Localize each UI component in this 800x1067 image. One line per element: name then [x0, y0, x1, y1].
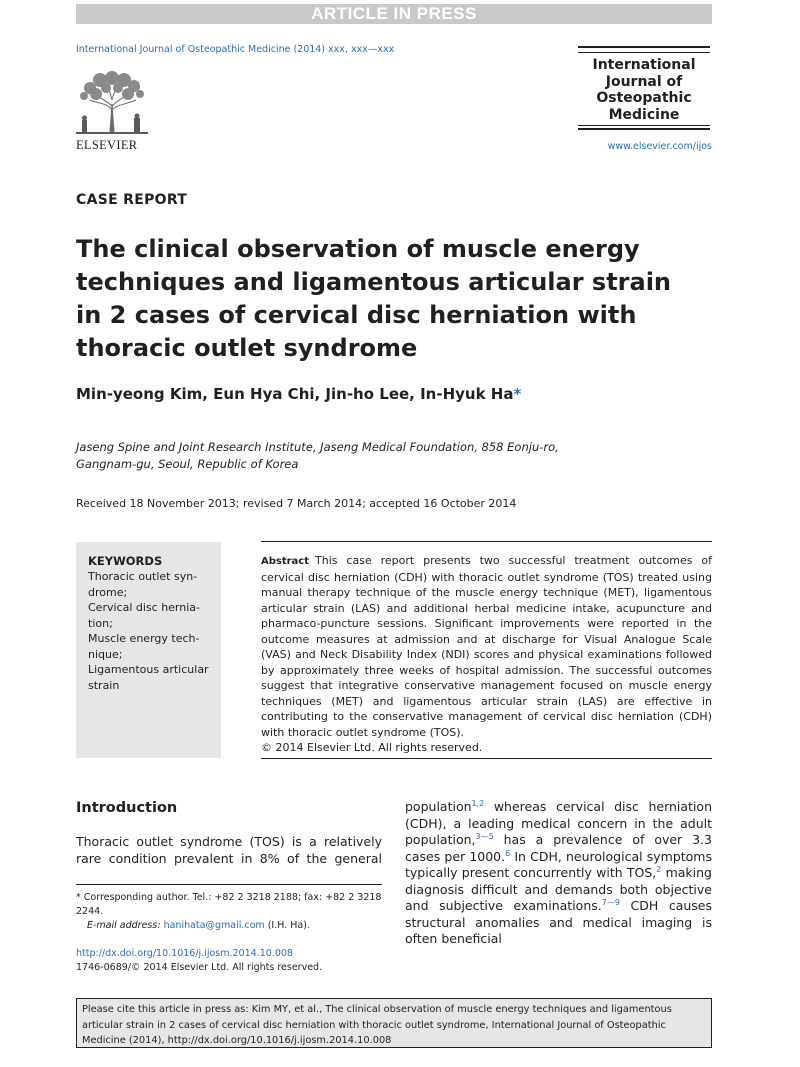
affiliation-line: Gangnam-gu, Seoul, Republic of Korea	[76, 457, 299, 471]
cite-this-article-box	[76, 998, 712, 1048]
article-in-press-banner: ARTICLE IN PRESS	[76, 4, 712, 24]
doi-link[interactable]: http://dx.doi.org/10.1016/j.ijosm.2014.10.008	[76, 948, 293, 959]
journal-masthead	[578, 46, 710, 130]
keyword-line: Cervical disc hernia-	[88, 601, 200, 614]
introduction-column-2	[405, 799, 712, 948]
reference-link[interactable]: 1,2	[471, 799, 485, 808]
email-link[interactable]: hanihata@gmail.com	[163, 920, 265, 931]
article-dates: Received 18 November 2013; revised 7 March 2014; accepted 16 October 2014	[76, 497, 517, 510]
abstract-copyright: © 2014 Elsevier Ltd. All rights reserved.	[261, 741, 483, 754]
journal-url-link[interactable]: www.elsevier.com/ijos	[607, 141, 712, 152]
cite-text: Please cite this article in press as: Kim MY, et al., The clinical observation of muscle energy techniques and ligamentous articular strain in 2 cases of cervical disc herniation with thoracic outlet syndrome, International Journal of Osteopathic Medicine (2014), http://dx.doi.org/10.1016/j.ijosm.2014.10.008	[82, 1004, 672, 1046]
keyword-line: tion;	[88, 616, 113, 630]
abstract-bottom-rule	[261, 758, 712, 759]
intro-text: whereas cervical disc herniation (CDH), a leading medical concern in the adult population,	[405, 799, 712, 847]
keyword-line: nique;	[88, 647, 123, 661]
keywords-box	[76, 542, 221, 758]
intro-text: In CDH, neurological symptoms typically present concurrently with TOS,	[405, 848, 712, 880]
journal-name: International Journal of Osteopathic Medicine	[592, 57, 696, 123]
affiliation	[76, 439, 636, 473]
keywords-heading: KEYWORDS	[88, 554, 163, 568]
footnote	[76, 891, 382, 933]
reference-link[interactable]: 6	[505, 848, 511, 858]
footnote-rule	[76, 884, 382, 885]
doi-block	[76, 947, 322, 975]
keyword-line: Thoracic outlet syn-	[88, 570, 198, 583]
author-list	[76, 385, 521, 403]
reference-link[interactable]: 2	[656, 865, 662, 874]
journal-citation-link[interactable]: International Journal of Osteopathic Medicine (2014) xxx, xxx—xxx	[76, 44, 395, 55]
publisher-name: ELSEVIER	[76, 138, 138, 152]
elsevier-logo	[76, 70, 152, 150]
article-title: The clinical observation of muscle energy techniques and ligamentous articular strain in 2 cases of cervical disc herniation with thoracic outlet syndrome	[76, 235, 672, 362]
email-note	[76, 919, 382, 933]
abstract	[261, 553, 712, 756]
introduction-heading: Introduction	[76, 800, 178, 816]
authors-text: Min-yeong Kim, Eun Hya Chi, Jin-ho Lee, In-Hyuk Ha	[76, 385, 514, 403]
keyword-line: Muscle energy tech-	[88, 632, 200, 645]
reference-link[interactable]: 7—9	[601, 898, 620, 907]
abstract-text: This case report presents two successful treatment outcomes of cervical disc herniation (CDH) with thoracic outlet syndrome (TOS) treated using manual therapy technique of the muscle energy technique (MET), ligamentous articular strain (LAS) and additional herbal medicine intake, acupuncture and pharmaco-puncture sessions. Significant improvements were reported in the outcome measures at admission and at discharge for Visual Analogue Scale (VAS) and Neck Disability Index (NDI) scores and physical examinations followed by approximately three weeks of hospital admission. The successful outcomes suggest that integrative conservative management focused on muscle energy techniques (MET) and ligamentous articular strain (LAS) are effective in contributing to the conservative management of cervical disc herniation (CDH) with thoracic outlet syndrome (TOS).	[261, 554, 712, 739]
keyword-line: strain	[88, 678, 120, 692]
abstract-top-rule	[261, 541, 712, 542]
intro-text: making diagnosis difficult and demands both objective and subjective examinations.	[405, 865, 712, 913]
reference-link[interactable]: 3—5	[475, 832, 494, 841]
keyword-line: Ligamentous articular	[88, 663, 209, 676]
intro-text: population	[405, 799, 472, 814]
corresponding-author-note: * Corresponding author. Tel.: +82 2 3218 2188; fax: +82 2 3218 2244.	[76, 892, 382, 917]
corresponding-author-link[interactable]: *	[513, 385, 522, 403]
elsevier-tree-icon	[76, 70, 148, 134]
affiliation-line: Jaseng Spine and Joint Research Institute, Jaseng Medical Foundation, 858 Eonju-ro,	[76, 440, 559, 454]
section-label: CASE REPORT	[76, 192, 188, 208]
abstract-label: Abstract	[261, 556, 310, 567]
issn-copyright: 1746-0689/© 2014 Elsevier Ltd. All rights reserved.	[76, 962, 323, 973]
email-suffix: (I.H. Ha).	[267, 920, 310, 931]
email-label: E-mail address:	[87, 920, 161, 931]
introduction-column-1: Thoracic outlet syndrome (TOS) is a relatively rare condition prevalent in 8% of the general	[76, 834, 382, 866]
intro-text: CDH causes structural anomalies and medical imaging is often beneficial	[405, 898, 712, 946]
keyword-line: drome;	[88, 585, 128, 599]
intro-text: has a prevalence of over 3.3 cases per 1000.	[405, 832, 712, 864]
